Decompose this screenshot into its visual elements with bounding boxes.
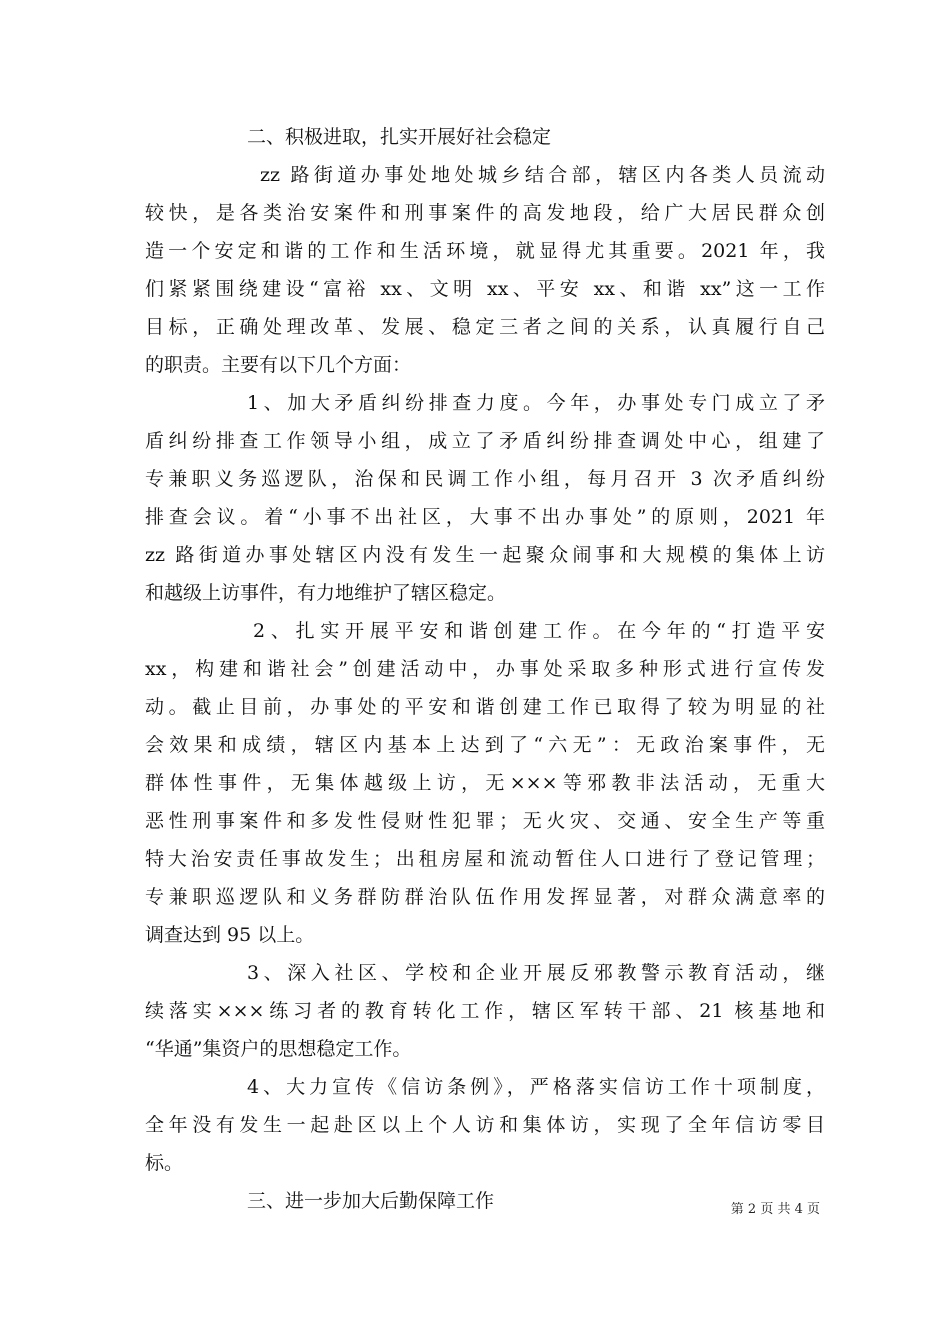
paragraph-line: 全年没有发生一起赴区以上个人访和集体访，实现了全年信访零目 [145,1114,825,1136]
paragraph-line: 恶性刑事案件和多发性侵财性犯罪；无火灾、交通、安全生产等重 [145,810,825,832]
list-item-2-line: 2、扎实开展平安和谐创建工作。在今年的“打造平安 [253,620,825,642]
paragraph-line: 特大治安责任事故发生；出租房屋和流动暂住人口进行了登记管理； [145,848,825,870]
paragraph-line: 们紧紧围绕建设“富裕 xx、文明 xx、平安 xx、和谐 xx”这一工作 [145,278,825,300]
list-item-3-line: 3、深入社区、学校和企业开展反邪教警示教育活动，继 [247,962,825,984]
paragraph-line: 专兼职巡逻队和义务群防群治队伍作用发挥显著，对群众满意率的 [145,886,825,908]
paragraph-line: 目标，正确处理改革、发展、稳定三者之间的关系，认真履行自己 [145,316,825,338]
paragraph-line: 群体性事件，无集体越级上访，无×××等邪教非法活动，无重大 [145,772,825,794]
paragraph-line: 和越级上访事件，有力地维护了辖区稳定。 [145,582,507,604]
paragraph-line: “华通”集资户的思想稳定工作。 [145,1038,412,1060]
paragraph-line: 调查达到 95 以上。 [145,924,315,946]
paragraph-line: zz 路街道办事处地处城乡结合部，辖区内各类人员流动 [260,164,825,186]
list-item-4-line: 4、大力宣传《信访条例》，严格落实信访工作十项制度， [247,1076,825,1098]
paragraph-line: 标。 [145,1152,184,1174]
paragraph-line: 会效果和成绩，辖区内基本上达到了“六无”：无政治案事件，无 [145,734,825,756]
paragraph-line: 盾纠纷排查工作领导小组，成立了矛盾纠纷排查调处中心，组建了 [145,430,825,452]
paragraph-line: 动。截止目前，办事处的平安和谐创建工作已取得了较为明显的社 [145,696,825,718]
paragraph-line: xx，构建和谐社会”创建活动中，办事处采取多种形式进行宣传发 [145,658,825,680]
page-number: 第 2 页 共 4 页 [730,1202,820,1217]
section-heading-2: 二、积极进取，扎实开展好社会稳定 [247,126,552,148]
document-body [145,118,825,1220]
section-heading-3: 三、进一步加大后勤保障工作 [247,1190,495,1212]
paragraph-line: 专兼职义务巡逻队，治保和民调工作小组，每月召开 3 次矛盾纠纷 [145,468,825,490]
paragraph-line: 较快，是各类治安案件和刑事案件的高发地段，给广大居民群众创 [145,202,825,224]
paragraph-line: 续落实×××练习者的教育转化工作，辖区军转干部、21 核基地和 [145,1000,825,1022]
paragraph-line: zz 路街道办事处辖区内没有发生一起聚众闹事和大规模的集体上访 [145,544,825,566]
list-item-1-line: 1、加大矛盾纠纷排查力度。今年，办事处专门成立了矛 [247,392,825,414]
paragraph-line: 的职责。主要有以下几个方面： [145,354,412,376]
paragraph-line: 排查会议。着“小事不出社区，大事不出办事处”的原则，2021 年 [145,506,825,528]
paragraph-line: 造一个安定和谐的工作和生活环境，就显得尤其重要。2021 年，我 [145,240,825,262]
